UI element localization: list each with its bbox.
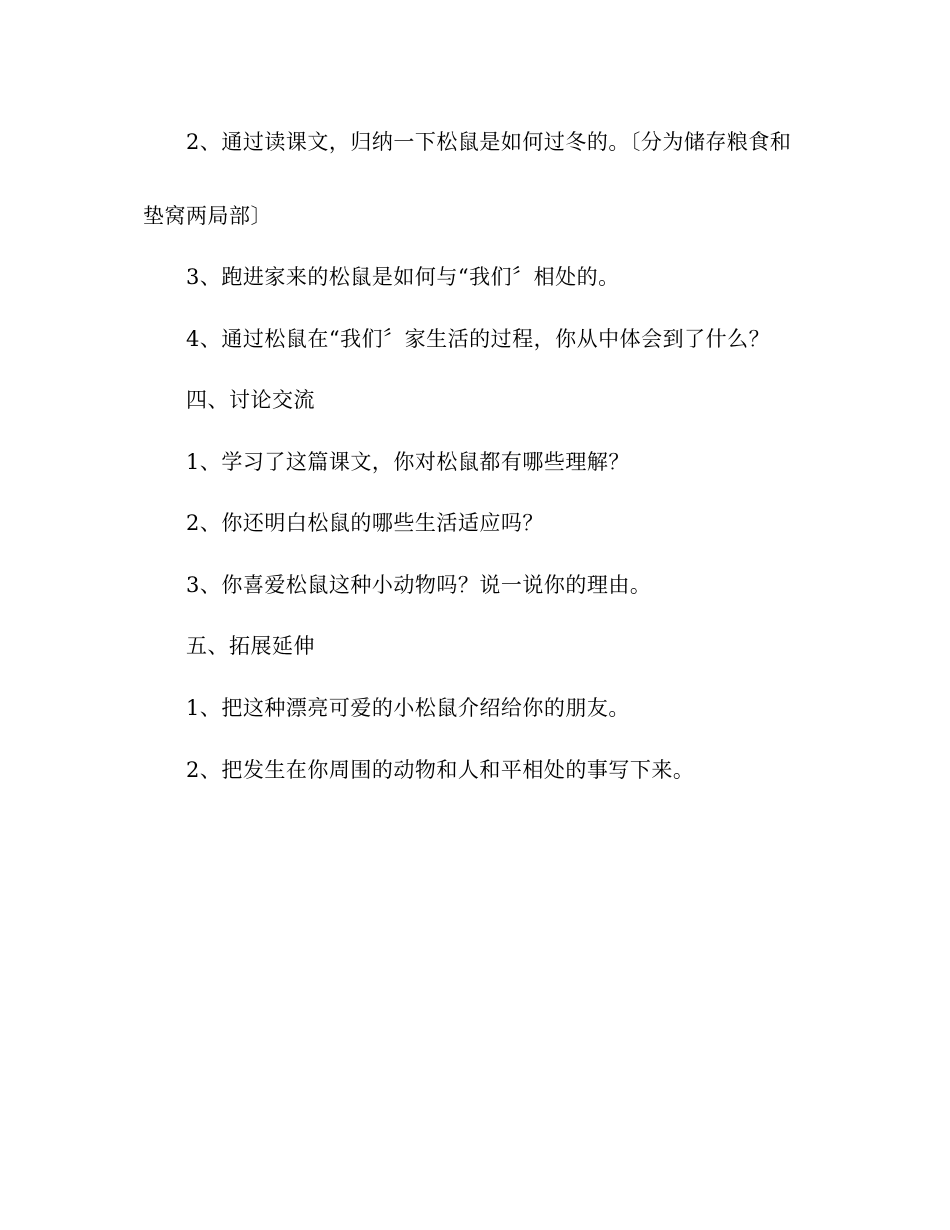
extension-item-2: 2、把发生在你周围的动物和人和平相处的事写下来。 <box>186 758 695 782</box>
question-2-line-1: 2、通过读课文，归纳一下松鼠是如何过冬的。〔分为储存粮食和 <box>186 130 792 154</box>
question-2-line-2: 垫窝两局部〕 <box>143 204 272 228</box>
discussion-item-2: 2、你还明白松鼠的哪些生活适应吗？ <box>186 511 544 535</box>
discussion-item-1: 1、学习了这篇课文，你对松鼠都有哪些理解？ <box>186 450 630 474</box>
question-3: 3、跑进家来的松鼠是如何与“我们〞相处的。 <box>186 265 620 289</box>
section-heading-extension: 五、拓展延伸 <box>186 634 315 658</box>
question-4: 4、通过松鼠在“我们〞家生活的过程，你从中体会到了什么？ <box>186 327 771 351</box>
extension-item-1: 1、把这种漂亮可爱的小松鼠介绍给你的朋友。 <box>186 696 630 720</box>
discussion-item-3: 3、你喜爱松鼠这种小动物吗？说一说你的理由。 <box>186 573 652 597</box>
section-heading-discussion: 四、讨论交流 <box>186 388 315 412</box>
